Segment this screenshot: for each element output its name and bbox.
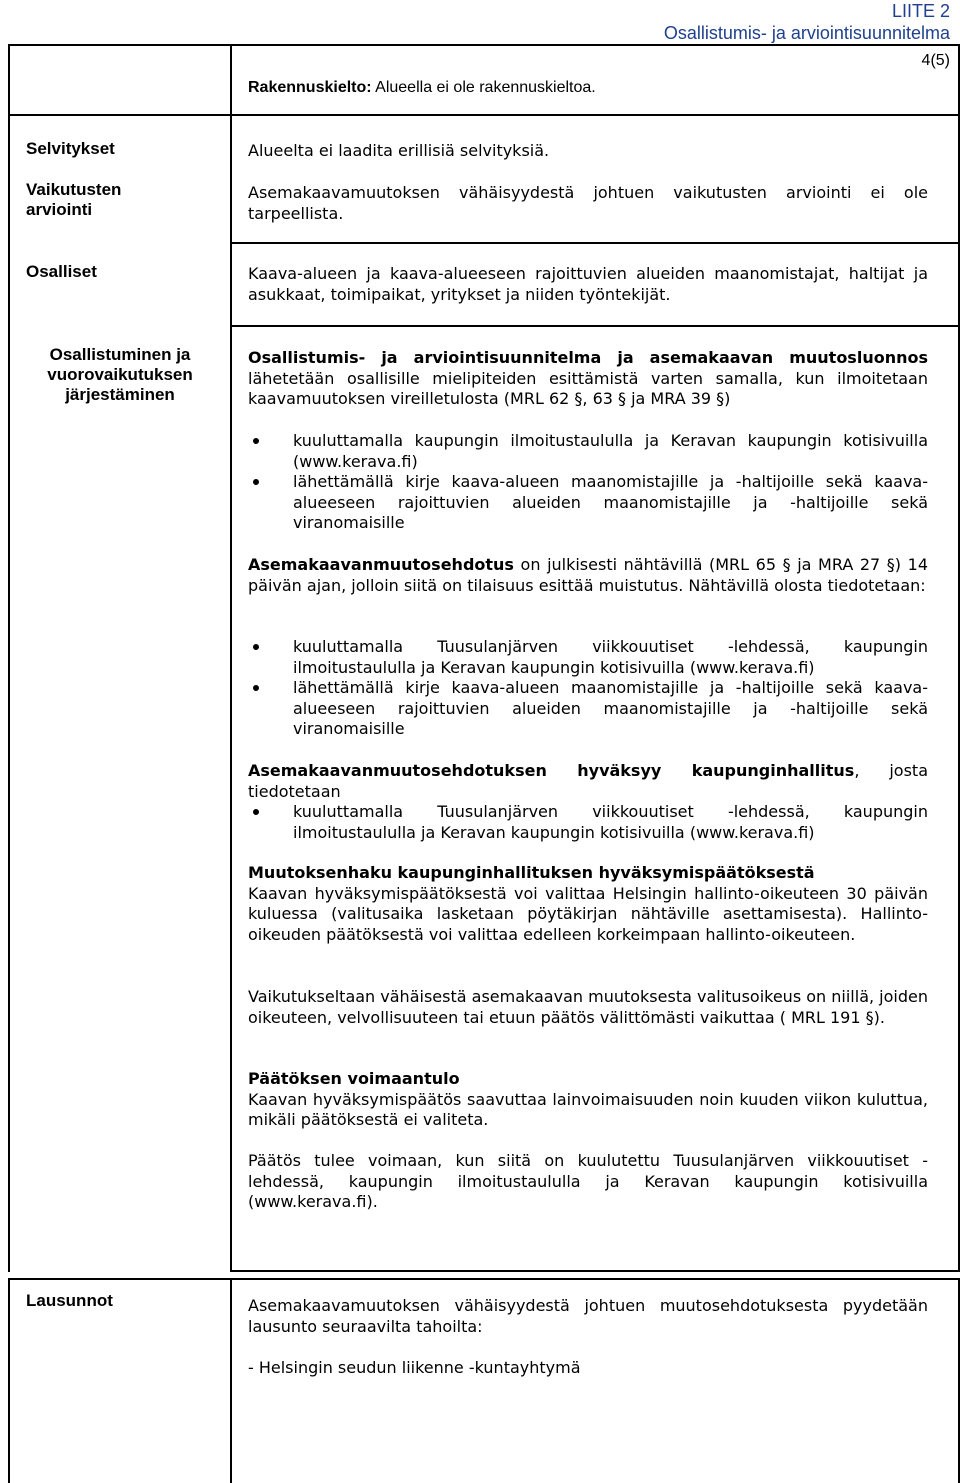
lausunnot-text: Asemakaavamuutoksen vähäisyydestä johtuen muutosehdotuksesta pyydetään lausunto seuraavilta tahoilta: [248,1296,928,1336]
osallistuminen-label: Osallistuminen ja vuorovaikutuksen järjestäminen [47,345,193,404]
row-divider [232,1270,960,1272]
column-divider [230,1278,232,1483]
selvitykset-label: Selvitykset [26,139,115,158]
hyvaksyy-heading: Asemakaavanmuutosehdotuksen hyväksyy kaupunginhallitus [248,761,855,780]
muutoksenhaku-heading: Muutoksenhaku kaupunginhallituksen hyväksymispäätöksestä [248,863,815,882]
voimaantulo-text: Kaavan hyväksymispäätös saavuttaa lainvoimaisuuden noin kuuden viikon kuluttua, mikäli päätöksestä ei valiteta. [248,1089,928,1129]
hyvaksyy-text: , josta tiedotetaan [248,761,928,801]
ehdotus-heading: Asemakaavanmuutosehdotus [248,555,514,574]
rakennuskielto-row [248,77,928,99]
list-item: lähettämällä kirje kaava-alueen maanomistajille ja -haltijoille sekä kaava-alueeseen rajoittuvien alueiden maanomistajille ja -haltijoille sekä viranomaisille [248,472,928,534]
voimaantulo-section [248,1069,928,1131]
list-item: kuuluttamalla kaupungin ilmoitustaululla ja Keravan kaupungin kotisivuilla (www.kerava.fi) [248,431,928,472]
list-item: lähettämällä kirje kaava-alueen maanomistajille ja -haltijoille sekä kaava-alueeseen rajoittuvien alueiden maanomistajille ja -haltijoille sekä viranomaisille [248,678,928,740]
list-item: kuuluttamalla Tuusulanjärven viikkouutiset -lehdessä, kaupungin ilmoitustaululla ja Keravan kaupungin kotisivuilla (www.kerava.fi) [248,637,928,678]
page-number: 4(5) [921,52,950,69]
ehdotus-text: on julkisesti nähtävillä (MRL 65 § ja MRA 27 §) 14 päivän ajan, jolloin siitä on tilaisuus esittää muistutus. Nähtävillä olosta tiedotetaan: [248,555,928,595]
row-divider [8,114,960,116]
muutoksenhaku-text: Kaavan hyväksymispäätöksestä voi valittaa Helsingin hallinto-oikeuteen 30 päivän kuluessa (valitusaika lasketaan pöytäkirjan nähtäville asettamisesta). Hallinto-oikeuden päätöksestä voi valittaa edelleen korkeimpaan hallinto-oikeuteen. [248,883,928,944]
row-divider [232,242,960,244]
lausunnot-label: Lausunnot [26,1291,113,1310]
bullet-list-2 [248,637,928,740]
list-item: kuuluttamalla Tuusulanjärven viikkouutiset -lehdessä, kaupungin ilmoitustaululla ja Keravan kaupungin kotisivuilla (www.kerava.fi) [248,802,928,843]
intro-heading: Osallistumis- ja arviointisuunnitelma ja asemakaavan muutosluonnos [248,348,928,367]
lausunnot-item: - Helsingin seudun liikenne -kuntayhtymä [248,1358,581,1377]
ehdotus-paragraph [248,555,928,596]
column-divider [230,44,232,1272]
rakennuskielto-label: Rakennuskielto: [248,79,372,96]
document-title: Osallistumis- ja arviointisuunnitelma [663,23,950,43]
paatos-paragraph: Päätös tulee voimaan, kun siitä on kuulutettu Tuusulanjärven viikkouutiset -lehdessä, kaupungin ilmoitustaululla ja Keravan kaupungin kotisivuilla (www.kerava.fi). [248,1151,928,1211]
bullet-list-1 [248,431,928,534]
muutoksenhaku-section [248,863,928,945]
selvitykset-text: Alueelta ei laadita erillisiä selvityksiä. [248,141,550,160]
intro-text: lähetetään osallisille mielipiteiden esittämistä varten samalla, kun ilmoitetaan kaavamuutoksen vireilletulosta (MRL 62 §, 63 § ja MRA 39 §) [248,368,928,408]
vaikutusten-label: Vaikutusten arviointi [26,180,122,219]
row-divider [232,325,960,327]
rakennuskielto-text: Alueella ei ole rakennuskieltoa. [371,79,596,96]
osalliset-text: Kaava-alueen ja kaava-alueeseen rajoittuvien alueiden maanomistajat, haltijat ja asukkaat, toimipaikat, yritykset ja niiden työntekijät. [248,264,928,304]
vaikutukseltaan-paragraph: Vaikutukseltaan vähäisestä asemakaavan muutoksesta valitusoikeus on niillä, joiden oikeuteen, velvollisuuteen tai etuun päätös välittömästi vaikuttaa ( MRL 191 §). [248,987,928,1027]
bullet-list-3 [248,802,928,843]
hyvaksyy-paragraph [248,761,928,802]
appendix-label: LIITE 2 [891,1,950,21]
vaikutusten-text: Asemakaavamuutoksen vähäisyydestä johtuen vaikutusten arviointi ei ole tarpeellista. [248,183,928,223]
osalliset-label: Osalliset [26,262,97,281]
voimaantulo-heading: Päätöksen voimaantulo [248,1069,460,1088]
osallistuminen-intro [248,348,928,410]
